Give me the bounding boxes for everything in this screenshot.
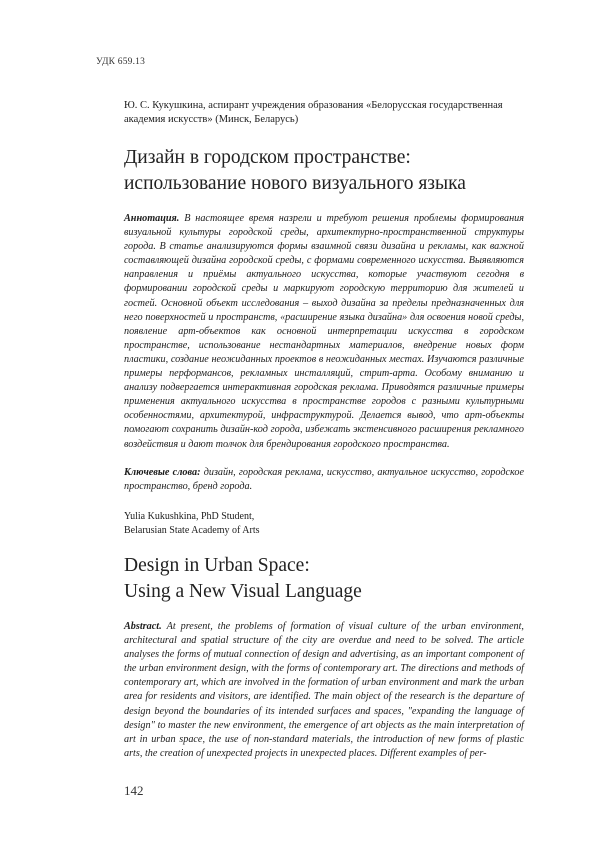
udc-code: УДК 659.13	[96, 57, 146, 67]
author-line: Ю. С. Кукушкина, аспирант учреждения образования «Белорусская государственная	[124, 100, 503, 111]
author-line: Belarusian State Academy of Arts	[124, 525, 260, 536]
title-line: Using a New Visual Language	[124, 581, 362, 602]
abstract-en	[124, 620, 524, 761]
abstract-ru	[124, 212, 524, 452]
author-info-ru	[124, 99, 524, 127]
author-line: Yulia Kukushkina, PhD Student,	[124, 511, 255, 522]
page-number: 142	[124, 783, 144, 798]
keywords-label: Ключевые слова:	[124, 467, 204, 478]
title-line: использование нового визуального языка	[124, 173, 466, 194]
abstract-text: At present, the problems of formation of visual culture of the urban environment, architectural and spatial structure of the city are overdue and need to be solved. The article analyses the forms of mutual connection of design and advertising, as an important component of the urban environment design, with the forms of contemporary art. The directions and methods of contemporary art, which are involved in the formation of urban environment and mark the urban area for residents and visitors, are identified. The main object of the research is the departure of design beyond the boundaries of its intended surfaces and spaces, "expanding the language of design" to master the new environment, the emergence of art objects as the main interpretation of art in urban space, the use of non-standard materials, the introduction of new forms of plastic arts, the creation of unexpected projects in unexpected places. Different examples of per-	[124, 621, 524, 759]
article-title-en	[124, 553, 544, 605]
author-line: академия искусств» (Минск, Беларусь)	[124, 114, 299, 125]
abstract-label: Аннотация.	[124, 213, 185, 224]
title-line: Дизайн в городском пространстве:	[124, 147, 411, 168]
title-line: Design in Urban Space:	[124, 555, 310, 576]
article-title-ru	[124, 145, 544, 197]
author-info-en	[124, 510, 524, 538]
abstract-label: Abstract.	[124, 621, 167, 632]
keywords-text: дизайн, городская реклама, искусство, актуальное искусство, городское пространство, бренд города.	[124, 467, 524, 493]
keywords-ru	[124, 466, 524, 494]
abstract-text: В настоящее время назрели и требуют решения проблемы формирования визуальной культуры городской среды, архитектурно-пространственной структуры города. В статье анализируются формы взаимной связи дизайна и рекламы, как важной составляющей дизайна городской среды, с формами современного искусства. Выявляются направления и приёмы актуального искусства, которые участвуют сегодня в формировании городской среды и маркируют городскую территорию для жителей и гостей. Основной объект исследования – выход дизайна за пределы предназначенных для него поверхностей и пространств, «расширение языка дизайна» для освоения новой среды, появление арт-объектов как основной интерпретации искусства в городском пространстве, использование нестандартных материалов, внедрение новых форм пластики, создание неожиданных проектов в неожиданных местах. Изучаются различные примеры перформансов, рекламных инсталляций, стрит-арта. Особому вниманию и анализу подвергается интерактивная городская реклама. Приводятся различные примеры применения актуального искусства в пространстве городов с разными культурными особенностями, архитектурой, инфраструктурой. Делается вывод, что арт-объекты помогают сохранить дизайн-код города, избежать экстенсивного расширения рекламного воздействия и дают толчок для брендирования городского пространства.	[124, 213, 524, 450]
